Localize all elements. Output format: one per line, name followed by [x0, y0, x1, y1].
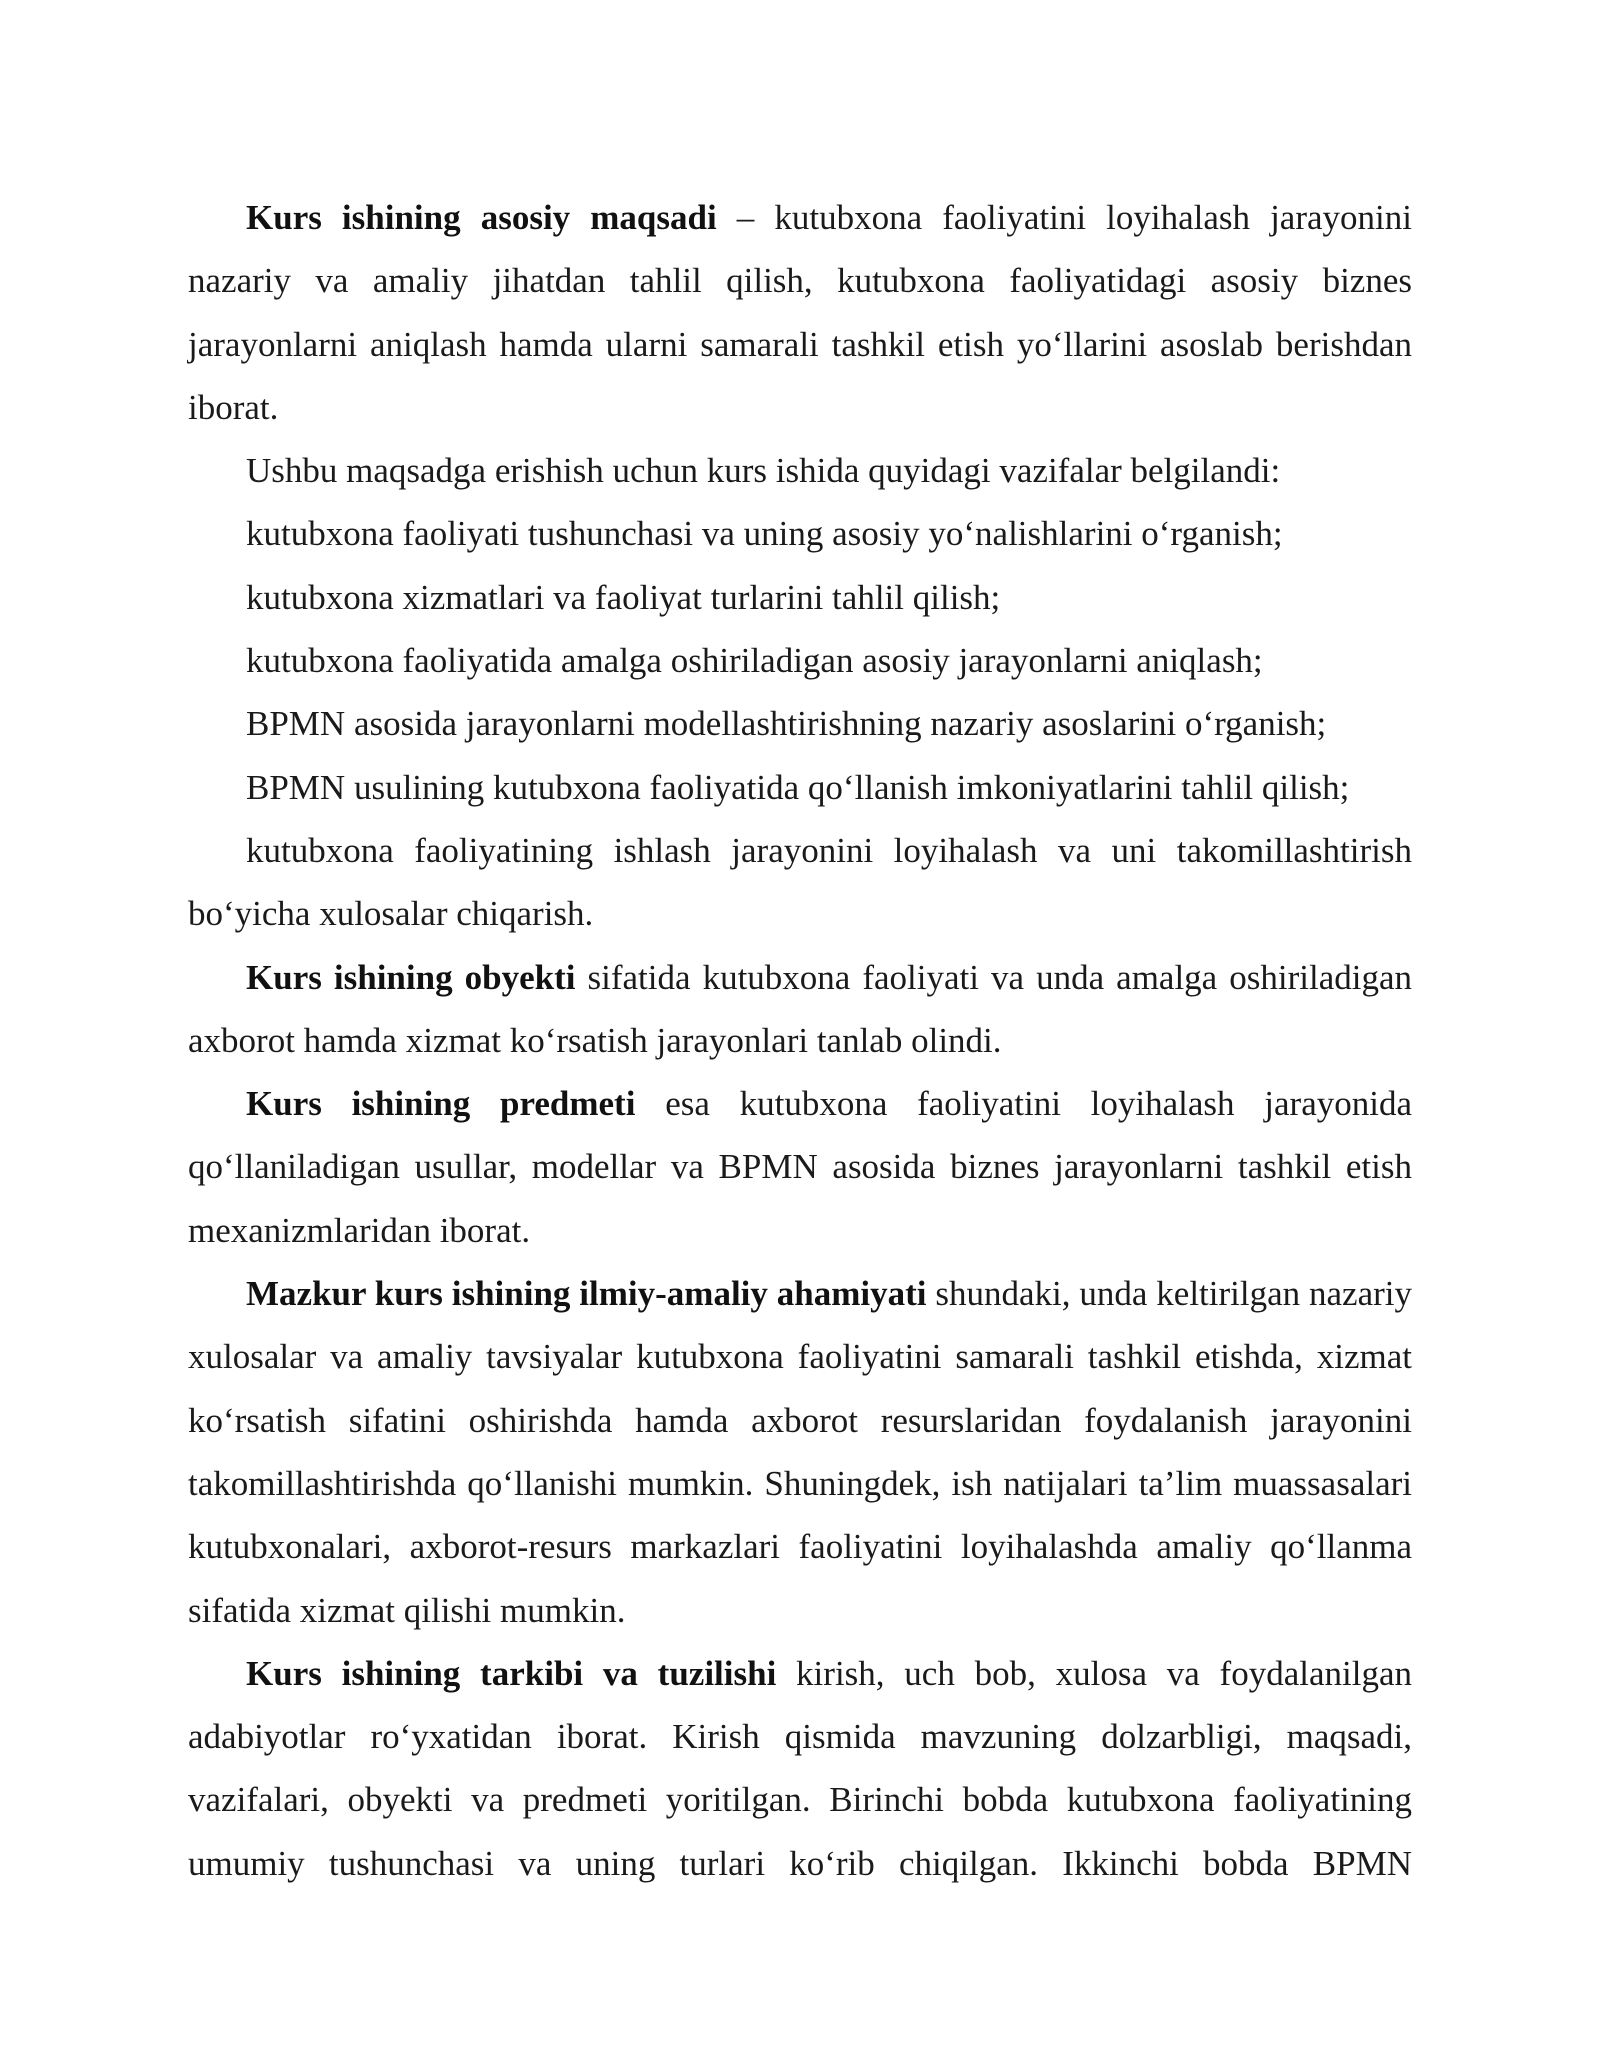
document-page — [188, 186, 1412, 1895]
object-heading: Kurs ishining obyekti — [246, 957, 576, 997]
task-item: kutubxona faoliyatining ishlash jarayonini loyihalash va uni takomillashtirish bo‘yicha xulosalar chiqarish. — [188, 830, 1412, 934]
subject-paragraph — [188, 1072, 1412, 1262]
structure-heading: Kurs ishining tarkibi va tuzilishi — [246, 1653, 777, 1693]
task-item: BPMN usulining kutubxona faoliyatida qo‘llanish imkoniyatlarini tahlil qilish; — [246, 767, 1350, 807]
subject-heading: Kurs ishining predmeti — [246, 1084, 636, 1124]
structure-text: kirish, uch bob, xulosa va foydalanilgan adabiyotlar ro‘yxatidan iborat. Kirish qismida mavzuning dolzarbligi, maqsadi, vazifalari, obyekti va predmeti yoritilgan. Birinchi bobda kutubxona faoliyatining umumiy tushunchasi va uning turlari ko‘rib chiqilgan. Ikkinchi bobda BPMN — [188, 1653, 1412, 1883]
task-item: kutubxona faoliyati tushunchasi va uning asosiy yo‘nalishlarini o‘rganish; — [246, 514, 1283, 554]
aim-text: – kutubxona faoliyatini loyihalash jarayonini nazariy va amaliy jihatdan tahlil qilish, kutubxona faoliyatidagi asosiy biznes jarayonlarni aniqlash hamda ularni samarali tashkil etish yo‘llarini asoslab berishdan iborat. — [188, 198, 1412, 427]
aim-heading: Kurs ishining asosiy maqsadi — [246, 198, 717, 237]
structure-paragraph — [188, 1642, 1412, 1895]
aim-paragraph — [188, 186, 1412, 439]
significance-heading: Mazkur kurs ishining ilmiy-amaliy ahamiyati — [246, 1274, 927, 1314]
tasks-intro: Ushbu maqsadga erishish uchun kurs ishida quyidagi vazifalar belgilandi: — [246, 451, 1281, 491]
significance-text: shundaki, unda keltirilgan nazariy xulosalar va amaliy tavsiyalar kutubxona faoliyatini samarali tashkil etishda, xizmat ko‘rsatish sifatini oshirishda hamda axborot resurslaridan foydalanish jarayonini takomillashtirishda qo‘llanishi mumkin. Shuningdek, ish natijalari ta’lim muassasalari kutubxonalari, axborot-resurs markazlari faoliyatini loyihalashda amaliy qo‘llanma sifatida xizmat qilishi mumkin. — [188, 1274, 1412, 1630]
task-item: BPMN asosida jarayonlarni modellashtirishning nazariy asoslarini o‘rganish; — [246, 704, 1327, 744]
object-text: sifatida kutubxona faoliyati va unda amalga oshiriladigan axborot hamda xizmat ko‘rsatish jarayonlari tanlab olindi. — [188, 957, 1412, 1060]
task-item: kutubxona faoliyatida amalga oshiriladigan asosiy jarayonlarni aniqlash; — [246, 641, 1263, 681]
object-paragraph — [188, 946, 1412, 1073]
subject-text: esa kutubxona faoliyatini loyihalash jarayonida qo‘llaniladigan usullar, modellar va BPMN asosida biznes jarayonlarni tashkil etish mexanizmlaridan iborat. — [188, 1084, 1412, 1250]
task-item: kutubxona xizmatlari va faoliyat turlarini tahlil qilish; — [246, 577, 1001, 617]
significance-paragraph — [188, 1262, 1412, 1642]
